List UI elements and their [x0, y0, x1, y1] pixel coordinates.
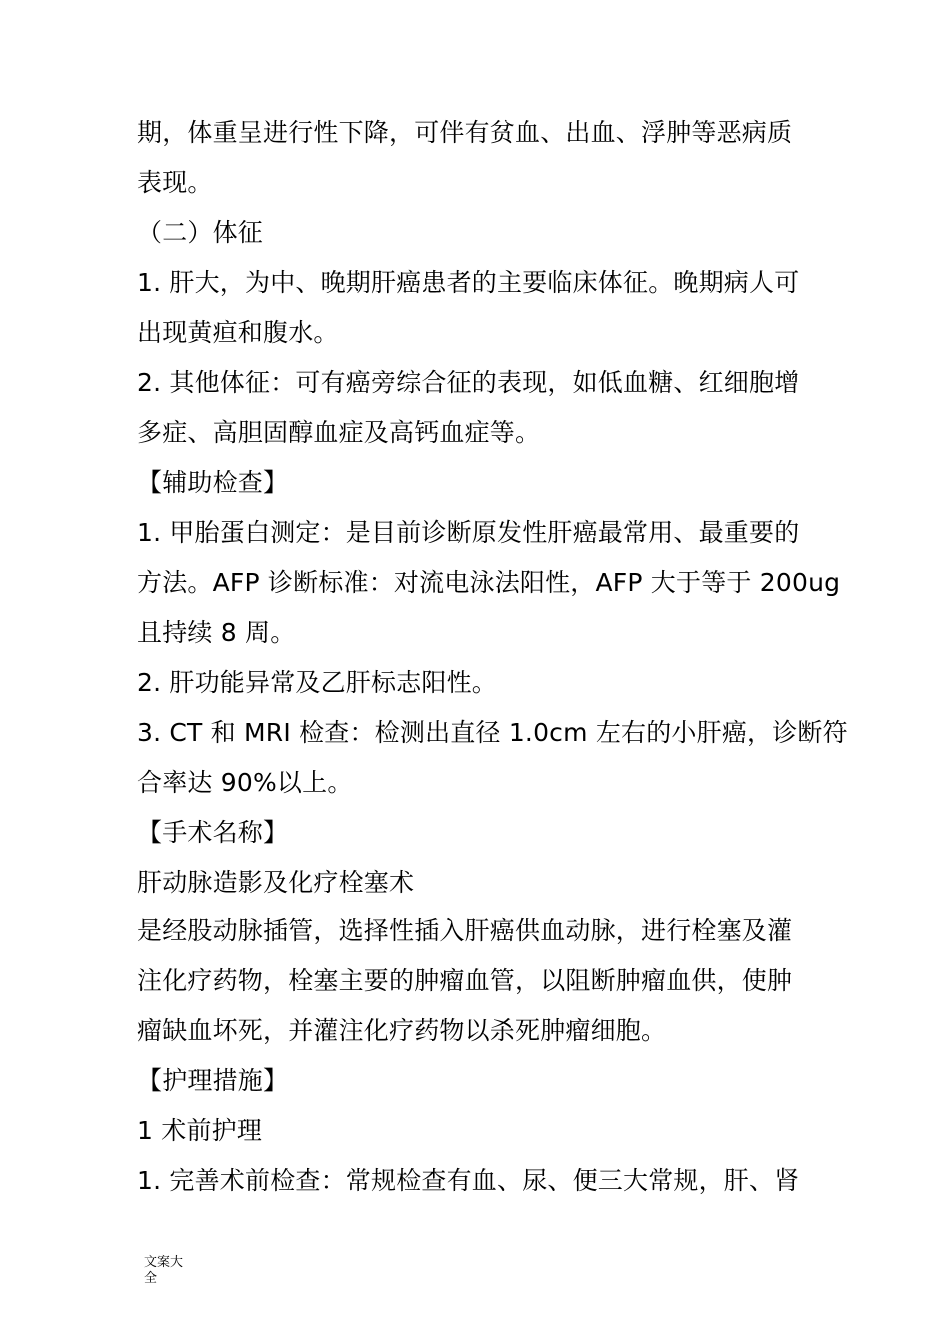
- section-heading: 【手术名称】: [137, 818, 289, 847]
- text-line: 表现。: [137, 168, 213, 197]
- section-heading: 【护理措施】: [137, 1066, 289, 1095]
- text-line: 肝动脉造影及化疗栓塞术: [137, 868, 415, 897]
- text-line: 期，体重呈进行性下降，可伴有贫血、出血、浮肿等恶病质: [137, 118, 793, 147]
- section-heading: 【辅助检查】: [137, 468, 289, 497]
- footer-text: 文案大: [144, 1255, 184, 1270]
- text-line: 合率达 90%以上。: [137, 768, 353, 797]
- text-line: 且持续 8 周。: [137, 618, 296, 647]
- page-footer: [144, 1255, 194, 1287]
- text-line: 1. 甲胎蛋白测定：是目前诊断原发性肝癌最常用、最重要的: [137, 518, 800, 547]
- text-line: 方法。AFP 诊断标准：对流电泳法阳性，AFP 大于等于 200ug: [137, 568, 841, 597]
- text-line: 注化疗药物，栓塞主要的肿瘤血管，以阻断肿瘤血供，使肿: [137, 966, 793, 995]
- text-line: 2. 其他体征：可有癌旁综合征的表现，如低血糖、红细胞增: [137, 368, 800, 397]
- text-line: 2. 肝功能异常及乙肝标志阳性。: [137, 668, 498, 697]
- text-line: 是经股动脉插管，选择性插入肝癌供血动脉，进行栓塞及灌: [137, 916, 793, 945]
- section-heading: （二）体征: [137, 218, 264, 247]
- text-line: 1 术前护理: [137, 1116, 263, 1145]
- text-line: 1. 完善术前检查：常规检查有血、尿、便三大常规，肝、肾: [137, 1166, 800, 1195]
- text-line: 多症、高胆固醇血症及高钙血症等。: [137, 418, 541, 447]
- text-line: 1. 肝大，为中、晚期肝癌患者的主要临床体征。晚期病人可: [137, 268, 800, 297]
- text-line: 3. CT 和 MRI 检查：检测出直径 1.0cm 左右的小肝癌，诊断符: [137, 718, 848, 747]
- footer-text: 全: [144, 1271, 158, 1286]
- text-line: 瘤缺血坏死，并灌注化疗药物以杀死肿瘤细胞。: [137, 1016, 667, 1045]
- text-line: 出现黄疸和腹水。: [137, 318, 339, 347]
